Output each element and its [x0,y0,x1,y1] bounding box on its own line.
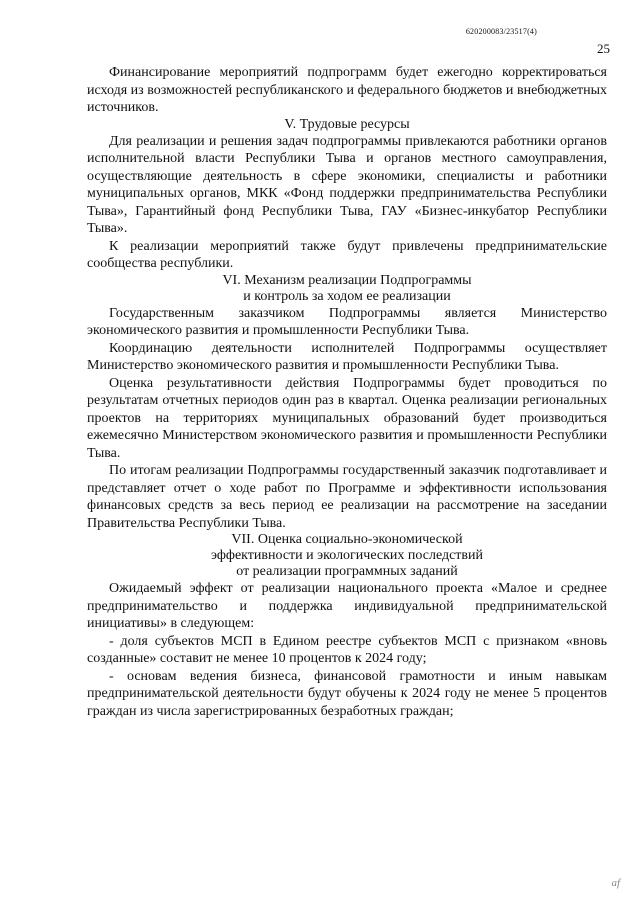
paragraph-coordination: Координацию деятельности исполнителей Подпрограммы осуществляет Министерство экономического развития и промышленности Республики Тыва. [87,340,607,373]
document-body [87,64,607,720]
page-number: 25 [597,41,610,56]
paragraph-expected-effect: Ожидаемый эффект от реализации национального проекта «Малое и среднее предпринимательство и поддержка индивидуальной предпринимательской инициативы» в следующем: [87,581,607,631]
paragraph-financing: Финансирование мероприятий подпрограмм будет ежегодно корректироваться исходя из возможностей республиканского и федерального бюджетов и внебюджетных источников. [87,65,607,115]
section-7-heading-line-2: эффективности и экологических последствий [210,548,484,563]
paragraph-labor-participants: Для реализации и решения задач подпрограммы привлекаются работники органов исполнительной власти Республики Тыва и органов местного самоуправления, осуществляющие деятельность в сфере экономики, специалисты и работники муниципальных органов, МКК «Фонд поддержки предпринимательства Республики Тыва», Гарантийный фонд Республики Тыва, ГАУ «Бизнес-инкубатор Республики Тыва». [87,133,607,236]
section-6-heading-line-2: и контроль за ходом ее реализации [243,288,451,304]
section-5-heading: V. Трудовые ресурсы [284,116,410,132]
paragraph-effectiveness-assessment: Оценка результативности действия Подпрограммы будет проводиться по результатам отчетных периодов один раз в квартал. Оценка реализации региональных проектов на территориях муниципальных образований будет производиться ежемесячно Министерством экономического развития и промышленности Республики Тыва. [87,375,607,461]
paragraph-state-customer: Государственным заказчиком Подпрограммы является Министерство экономического развития и промышленности Республики Тыва. [87,305,607,338]
list-item-new-smb-share: - доля субъектов МСП в Едином реестре субъектов МСП с признаком «вновь созданные» составит не менее 10 процентов к 2024 году; [87,633,607,666]
section-6-heading [87,273,607,305]
list-item-training-unemployed: - основам ведения бизнеса, финансовой грамотности и иным навыкам предпринимательской деятельности будут обучены к 2024 году не менее 5 процентов граждан из числа зарегистрированных безработных граждан; [87,668,607,719]
section-7-heading-line-3: от реализации программных заданий [236,564,458,579]
document-registration-number: 620200083/23517(4) [465,27,537,36]
paragraph-business-communities: К реализации мероприятий также будут привлечены предпринимательские сообщества республики. [87,238,607,271]
section-7-heading [87,532,607,580]
section-6-heading-line-1: VI. Механизм реализации Подпрограммы [222,272,472,288]
section-7-heading-line-1: VII. Оценка социально-экономической [231,532,463,547]
paragraph-reporting: По итогам реализации Подпрограммы государственный заказчик подготавливает и представляет отчет о ходе работ по Программе и эффективности использования финансовых средств за весь период ее реализации на рассмотрение на заседании Правительства Республики Тыва. [87,463,607,531]
handwritten-initials-mark: af [611,877,620,889]
